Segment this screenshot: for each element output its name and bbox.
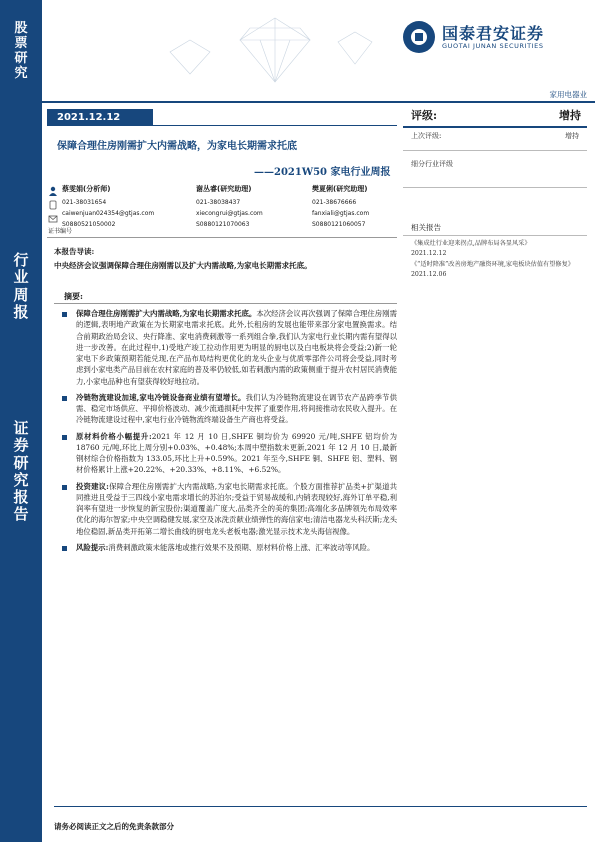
sidebar-top-label: 股 票 研 究 [14,21,28,81]
brand-name-en: GUOTAI JUNAN SECURITIES [442,42,544,50]
author-1 [62,184,180,232]
author-phone: 021-38038437 [196,199,241,206]
summary-bullet [54,481,397,537]
sub-industry-rating-label: 细分行业评级 [411,160,453,168]
related-report-date: 2021.12.06 [411,270,447,278]
bullet-square-icon [62,485,67,490]
rating-row [403,104,587,128]
author-phone: 021-38676666 [312,199,357,206]
contact-icons [48,186,60,228]
author-name: 蔡雯娟(分析师) [62,185,111,193]
bullet-square-icon [62,396,67,401]
brand-name-cn: 国泰君安证券 [442,24,545,43]
author-email[interactable]: xiecongrui@gtjas.com [196,210,263,217]
bullet-text: 消费刺激政策未能落地或推行效果不及预期、原材料价格上涨、汇率波动等风险。 [108,542,375,552]
bullet-lead: 保障合理住房刚需扩大内需战略,为家电长期需求托底。 [76,309,257,318]
related-reports-heading: 相关报告 [403,218,587,236]
person-icon [48,186,58,196]
report-subtitle: ——2021W50 家电行业周报 [254,167,391,178]
related-reports [403,218,587,278]
report-title: 保障合理住房刚需扩大内需战略，为家电长期需求托底 [57,141,297,152]
report-date: 2021.12.12 [47,109,153,126]
related-report-title[interactable]: 《集成灶行业迎来拐点,品牌布局各显风采》 [411,240,531,247]
author-cert: S0880521050002 [62,221,116,228]
guide-text: 中央经济会议强调保障合理住房刚需以及扩大内需战略,为家电长期需求托底。 [54,261,312,270]
last-rating-row [403,128,587,144]
bullet-square-icon [62,546,67,551]
footer-divider [54,806,587,807]
author-email[interactable]: caiwenjuan024354@gtjas.com [62,210,155,217]
author-2 [196,184,314,232]
rating-divider [403,150,587,151]
bullet-lead: 原材料价格小幅提升: [76,431,152,441]
summary-bullet [54,392,397,426]
industry-category: 家用电器业 [549,90,587,99]
summary-bullet [54,308,397,387]
bullet-lead: 风险提示: [76,542,109,552]
bullet-text: 保障合理住房刚需扩大内需战略,为家电长期需求托底。个股方面推荐扩品类+扩渠道共同推进且受益于三四线小家电需求增长的苏泊尔;受益于贸易战缓和,内销表现较好,海外订单平稳,利润率有望进一步恢复的新宝股份;渠道覆盖广度大,品类齐全的美的集团;高端化多品牌领先布局效率优化的海尔智家;中央空调稳健发展,家空及冰洗贡献业绩弹性的海信家电;清洁电器龙头科沃斯;龙头地位稳固,新品类开拓第二增长曲线的厨电龙头老板电器;激光显示技术龙头海信视像。 [76,481,398,536]
related-report-title[interactable]: 《“适时降准”改善房地产融资环境,家电板块估值有望修复》 [411,260,574,268]
author-name: 樊夏俐(研究助理) [312,185,368,193]
sidebar-bottom-label: 证 券 研 究 报 告 [13,419,29,524]
brand-logo [402,18,592,60]
phone-icon [48,200,58,210]
date-underline [143,125,397,126]
author-divider [47,237,397,238]
bullet-lead: 冷链物流建设加速,家电冷链设备商业绩有望增长。 [76,392,246,402]
author-phone: 021-38031654 [62,199,107,206]
bullet-lead: 投资建议: [76,481,109,491]
bullet-text: 2021 年 12 月 10 日,SHFE 铜均价为 69920 元/吨,SHFE 铝均价为 18760 元/吨,环比上周分别+0.03%、+0.48%;本周中塑指数未更新,2021 年 12 月 10 日,最新钢材综合价格指数为 133.05,环比上升+0.59%。2021 年至今,SHFE 铜、SHFE 铝、塑料、钢材价格累计上涨+20.22%、+20.33%、+8.11%、+6.52%。 [76,431,398,475]
last-rating-label: 上次评级: [411,132,442,140]
cert-label: 证书编号 [48,228,73,235]
rating-panel [403,104,587,188]
rating-divider [403,187,587,188]
header-divider [42,101,595,103]
rating-label: 评级: [411,109,438,122]
summary-list [54,303,397,558]
last-rating-value: 增持 [565,132,579,140]
brand-logo-icon [402,20,436,54]
author-email[interactable]: fanxiali@gtjas.com [312,210,370,217]
author-cert: S0880121070063 [196,221,250,228]
disclaimer-footer: 请务必阅读正文之后的免责条款部分 [54,822,174,831]
sidebar [0,0,42,842]
bullet-text: 我们认为冷链物流建设在调节农产品跨季节供需、稳定市场供应、平抑价格波动、减少流通损耗中发挥了重要作用,将间接推动农民收入提升。在冷链物流建设过程中,家电行业冷链物流终端设备生产商也将受益。 [76,392,397,425]
guide-heading: 本报告导读: [54,247,95,256]
rating-value: 增持 [559,109,581,122]
author-cert: S0880121060057 [312,221,366,228]
author-name: 谢丛睿(研究助理) [196,185,252,193]
related-report-date: 2021.12.12 [411,249,447,257]
decorative-diamond-graphic [150,10,400,90]
email-icon [48,214,58,224]
summary-heading: 摘要: [64,291,83,301]
summary-bullet [54,542,397,553]
bullet-square-icon [62,435,67,440]
bullet-text: 本次经济会议再次强调了保障合理住房刚需的逻辑,表明地产政策在为长期家电需求托底。此外,长租房的发展也能带来部分家电置换需求。结合前期政治局会议、央行降准、家电消费刺激等一系列组合拳,我们认为家电行业长期内需有望得以进一步改善。在此过程中,1)受地产竣工拉动作用更为明显的厨电以及白电板块将会受益;2)新一轮家电下乡政策预期若能兑现,在产品布局结构更优化的龙头企业与优质零部件公司将会受益,同时考虑到小家电类产品目前在农村家庭的普及率仍较低,如若刺激内需的政策侧重于提升农村居民消费能力,小家电品种也有望获得较好地拉动。 [76,309,397,386]
summary-bullet [54,431,397,476]
bullet-square-icon [62,312,67,317]
sidebar-middle-label: 行 业 周 报 [13,251,29,321]
